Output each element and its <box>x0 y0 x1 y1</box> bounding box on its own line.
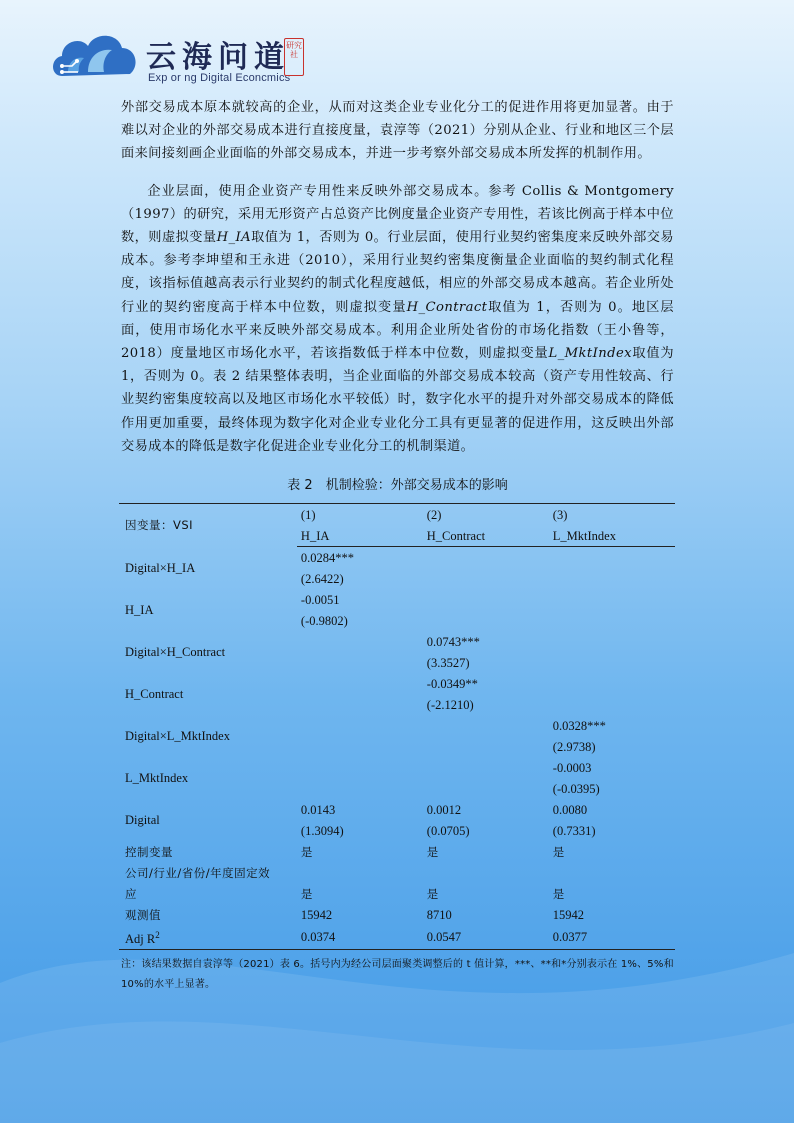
row-label-text: H_IA <box>125 603 154 618</box>
table-caption: 表 2 机制检验：外部交易成本的影响 <box>287 478 508 494</box>
dependent-variable-text: 因变量：VSI <box>125 518 194 533</box>
coef-cell-text: 0.0143 <box>300 802 336 817</box>
fixed-effects-label-cont <box>119 883 297 904</box>
fixed-effects-cell <box>423 883 549 904</box>
coef-cell <box>297 715 423 736</box>
fixed-effects-label-cont-text: 应 <box>125 886 137 901</box>
adj-r2-cell <box>297 925 423 950</box>
empty-cell <box>423 862 549 883</box>
tstat-cell <box>423 694 549 715</box>
coef-cell <box>549 589 675 610</box>
paragraph-1: 外部交易成本原本就较高的企业，从而对这类企业专业化分工的促进作用将更加显著。由于难以对企业的外部交易成本进行直接度量，袁淳等（2021）分别从企业、行业和地区三个层面来间接刻画企业面临的外部交易成本，并进一步考察外部交易成本所发挥的机制作用。 <box>121 100 674 162</box>
tstat-cell <box>297 568 423 589</box>
row-label-text: Digital×H_IA <box>125 560 196 575</box>
coef-cell <box>549 631 675 652</box>
coef-cell <box>423 547 549 569</box>
observations-cell <box>549 904 675 925</box>
observations-cell-text: 8710 <box>426 907 452 922</box>
tstat-cell-text: (2.6422) <box>300 571 344 586</box>
coef-cell <box>423 715 549 736</box>
table-row-adj-r2 <box>119 925 675 950</box>
row-label <box>119 631 297 673</box>
tstat-cell-text: (0.0705) <box>426 823 470 838</box>
fixed-effects-label <box>119 862 297 883</box>
seal-stamp: 研究社 <box>284 38 304 76</box>
fixed-effects-cell-text: 是 <box>552 886 565 901</box>
observations-cell <box>423 904 549 925</box>
coef-cell <box>297 799 423 820</box>
table-row <box>119 589 675 610</box>
coef-cell <box>423 631 549 652</box>
table-row-fixed-effects-cont <box>119 883 675 904</box>
tstat-cell <box>297 778 423 799</box>
variable-l-mktindex: L_MktIndex <box>548 346 633 362</box>
variable-h-contract: H_Contract <box>406 299 488 315</box>
row-label <box>119 673 297 715</box>
variable-h-ia: H_IA <box>216 230 252 246</box>
tstat-cell <box>423 610 549 631</box>
coef-cell-text: -0.0051 <box>300 592 340 607</box>
table-row <box>119 715 675 736</box>
row-label <box>119 799 297 841</box>
coef-cell-text: 0.0080 <box>552 802 588 817</box>
coef-cell <box>549 673 675 694</box>
col-name: H_Contract <box>423 525 549 547</box>
cloud-circuit-logo-icon <box>48 26 144 92</box>
adj-r2-cell-text: 0.0374 <box>300 930 336 945</box>
adj-r2-label <box>119 925 297 950</box>
tstat-cell <box>297 610 423 631</box>
table-row <box>119 757 675 778</box>
fixed-effects-label-text: 公司/行业/省份/年度固定效 <box>125 865 271 880</box>
controls-label-text: 控制变量 <box>125 844 173 859</box>
tstat-cell <box>549 736 675 757</box>
observations-label-text: 观测值 <box>125 907 161 922</box>
tstat-cell <box>297 694 423 715</box>
empty-cell <box>297 862 423 883</box>
tstat-cell-text: (2.9738) <box>552 739 596 754</box>
controls-label <box>119 841 297 862</box>
tstat-cell <box>423 568 549 589</box>
col-number: (1) <box>297 504 423 526</box>
dependent-variable-label <box>119 504 297 547</box>
regression-table <box>119 503 675 950</box>
coef-cell <box>297 547 423 569</box>
tstat-cell-text: (-2.1210) <box>426 697 474 712</box>
row-label <box>119 715 297 757</box>
adj-r2-superscript: 2 <box>155 930 160 941</box>
table-row-fixed-effects <box>119 862 675 883</box>
coef-cell <box>549 799 675 820</box>
row-label-text: L_MktIndex <box>125 771 189 786</box>
tstat-cell <box>549 778 675 799</box>
paragraph-2-part-a: 企业层面，使用企业资产专用性来反映外部交易成本。参考 Collis & Montgomery（1997）的研究，采用无形资产占总资产比例度量企业资产专用性，若该比例高于样本中位数，则虚拟变量 <box>121 183 674 246</box>
table-row <box>119 799 675 820</box>
fixed-effects-cell <box>549 883 675 904</box>
tstat-cell <box>297 652 423 673</box>
table-note-line-1: 注：该结果数据自袁淳等（2021）表 6。括号内为经公司层面聚类调整后的 t 值计算，***、**和*分别表示在 1%、5%和 <box>121 959 674 971</box>
header <box>48 22 348 92</box>
controls-cell <box>297 841 423 862</box>
coef-cell-text: 0.0012 <box>426 802 462 817</box>
adj-r2-cell <box>423 925 549 950</box>
observations-cell <box>297 904 423 925</box>
tstat-cell <box>423 652 549 673</box>
table-row-controls <box>119 841 675 862</box>
paragraph-2-part-b: 取值为 1，否则为 0。行业层面，使用行业契约密集度来反映外部交易成本。参考李坤望和王永进（2010），采用行业契约密集度衡量企业面临的契约制式化程度，该指标值越高表示行业契约的制式化程度越低，相应的外部交易成本越高。若企业所处行业的契约密度高于样本中位数，则虚拟变量 <box>121 230 674 315</box>
tstat-cell <box>549 694 675 715</box>
controls-cell <box>549 841 675 862</box>
coef-cell-text: 0.0743*** <box>426 634 480 649</box>
tstat-cell <box>549 652 675 673</box>
coef-cell <box>423 757 549 778</box>
table-row-observations <box>119 904 675 925</box>
controls-cell-text: 是 <box>300 844 313 859</box>
table-row <box>119 631 675 652</box>
tstat-cell <box>423 820 549 841</box>
coef-cell <box>423 799 549 820</box>
coef-cell-text: 0.0328*** <box>552 718 606 733</box>
coef-cell-text: -0.0003 <box>552 760 592 775</box>
table-note <box>121 954 674 996</box>
row-label <box>119 547 297 590</box>
row-label-text: H_Contract <box>125 687 184 702</box>
adj-r2-text: Adj R <box>125 932 156 947</box>
col-name: L_MktIndex <box>549 525 675 547</box>
empty-cell <box>549 862 675 883</box>
tstat-cell <box>297 820 423 841</box>
tstat-cell <box>549 568 675 589</box>
col-number: (2) <box>423 504 549 526</box>
adj-r2-cell-text: 0.0377 <box>552 930 588 945</box>
tstat-cell <box>549 820 675 841</box>
controls-cell-text: 是 <box>426 844 439 859</box>
table-row <box>119 547 675 569</box>
row-label <box>119 589 297 631</box>
tstat-cell-text: (-0.9802) <box>300 613 348 628</box>
controls-cell-text: 是 <box>552 844 565 859</box>
coef-cell <box>549 715 675 736</box>
observations-label <box>119 904 297 925</box>
row-label-text: Digital×H_Contract <box>125 645 226 660</box>
fixed-effects-cell-text: 是 <box>300 886 313 901</box>
brand-subtitle: Exp or ng Digital Econcmics <box>148 72 291 84</box>
coef-cell <box>549 757 675 778</box>
table-header-row-numbers <box>119 504 675 526</box>
row-label-text: Digital <box>125 813 160 828</box>
brand-title: 云海问道 <box>146 40 290 75</box>
fixed-effects-cell <box>297 883 423 904</box>
paragraph-2-part-c: 取值为 1，否则为 0。地区层面，使用市场化水平来反映外部交易成本。利用企业所处省份的市场化指数（王小鲁等，2018）度量地区市场化水平，若该指数低于样本中位数，则虚拟变量 <box>121 299 675 362</box>
coef-cell <box>297 631 423 652</box>
tstat-cell <box>423 778 549 799</box>
coef-cell <box>297 589 423 610</box>
table-note-line-2: 10%的水平上显著。 <box>121 979 216 991</box>
coef-cell <box>423 673 549 694</box>
coef-cell-text: -0.0349** <box>426 676 478 691</box>
tstat-cell-text: (0.7331) <box>552 823 596 838</box>
coef-cell <box>297 757 423 778</box>
col-name: H_IA <box>297 525 423 547</box>
row-label <box>119 757 297 799</box>
paragraph-2 <box>121 180 674 458</box>
controls-cell <box>423 841 549 862</box>
observations-cell-text: 15942 <box>300 907 333 922</box>
tstat-cell-text: (3.3527) <box>426 655 470 670</box>
coef-cell <box>423 589 549 610</box>
tstat-cell <box>549 610 675 631</box>
observations-cell-text: 15942 <box>552 907 585 922</box>
table-row <box>119 673 675 694</box>
tstat-cell <box>423 736 549 757</box>
coef-cell <box>297 673 423 694</box>
table-body <box>119 547 675 950</box>
article-body <box>121 96 674 996</box>
tstat-cell-text: (1.3094) <box>300 823 344 838</box>
row-label-text: Digital×L_MktIndex <box>125 729 230 744</box>
tstat-cell-text: (-0.0395) <box>552 781 600 796</box>
tstat-cell <box>297 736 423 757</box>
adj-r2-cell <box>549 925 675 950</box>
coef-cell-text: 0.0284*** <box>300 550 355 565</box>
fixed-effects-cell-text: 是 <box>426 886 439 901</box>
coef-cell <box>549 547 675 569</box>
adj-r2-cell-text: 0.0547 <box>426 930 462 945</box>
col-number: (3) <box>549 504 675 526</box>
paragraph-2-part-d: 取值为 1，否则为 0。表 2 结果整体表明，当企业面临的外部交易成本较高（资产专用性较高、行业契约密集度较高以及地区市场化水平较低）时，数字化水平的提升对外部交易成本的降低作用更加重要，最终体现为数字化对企业专业化分工具有更显著的促进作用，这反映出外部交易成本的降低是数字化促进企业专业化分工的机制渠道。 <box>121 346 675 454</box>
